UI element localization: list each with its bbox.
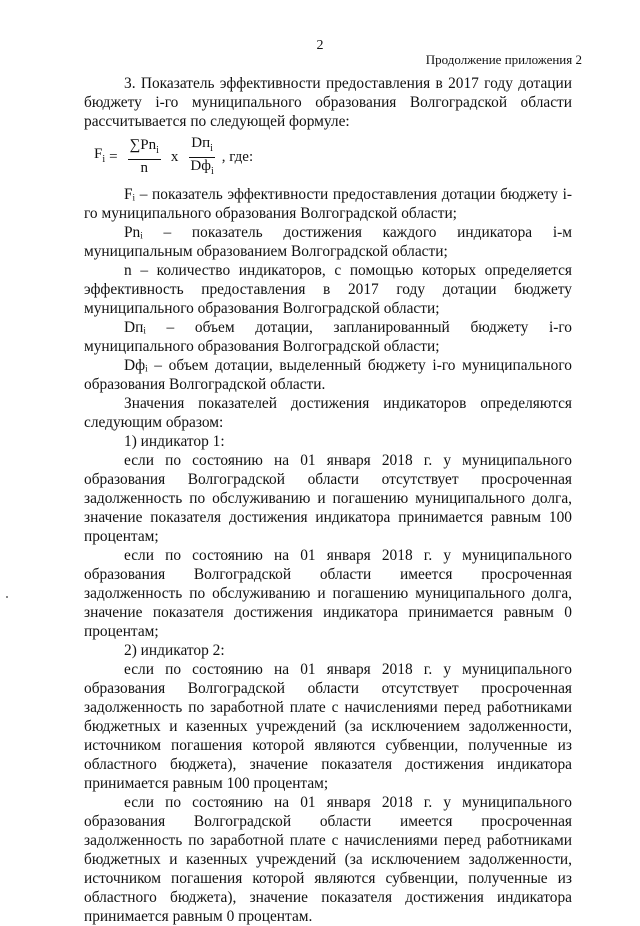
indicator-2-title: 2) индикатор 2: [124,642,225,659]
indicator-1-title: 1) индикатор 1: [124,433,225,450]
definition-n: n – количество индикаторов, с помощью которых определяется эффективность предоставления в 2017 году дотации бюджету муниципального образования Волгоградской области; [84,262,572,317]
indicator-1-case-present: если по состоянию на 01 января 2018 г. у муниципального образования Волгоградской области имеется просроченная задолженность по обслуживанию и погашению муниципального долга, значение показателя достижения индикатора принимается равным 0 процентам; [84,547,572,640]
formula-equals: = [109,148,118,165]
formula-times: x [170,148,179,165]
indicator-2-case-present: если по состоянию на 01 января 2018 г. у муниципального образования Волгоградской области имеется просроченная задолженность по заработной плате с начислениями перед работниками бюджетных и казенных учреждений (за исключением задолженности, источником погашения которой являются субвенции, полученные из областного бюджета), значение показателя достижения индикатора принимается равным 0 процентам. [84,794,572,925]
values-intro: Значения показателей достижения индикаторов определяются следующим образом: [84,395,572,431]
formula-suffix: , где: [221,148,254,165]
indicator-1-case-absent: если по состоянию на 01 января 2018 г. у муниципального образования Волгоградской области отсутствует просроченная задолженность по обслуживанию и погашению муниципального долга, значение показателя достижения индикатора принимается равным 100 процентам; [84,452,572,545]
formula-lhs: $F_i$ [94,146,106,165]
definition-dp: Dпᵢ – объем дотации, запланированный бюджету i-го муниципального образования Волгоградской области; [84,319,572,355]
scan-mark [6,596,8,598]
efficiency-formula [94,134,572,177]
continuation-note: Продолжение приложения 2 [425,52,582,67]
formula-fraction-dotation: $\frac{Dп_i}{Dф_i}$ [190,134,214,177]
definition-pn: Pnᵢ – показатель достижения каждого индикатора i-м муниципальным образованием Волгоградской области; [84,224,572,260]
definition-f: Fᵢ – показатель эффективности предоставления дотации бюджету i-го муниципального образования Волгоградской области; [84,186,572,222]
indicator-2-case-absent: если по состоянию на 01 января 2018 г. у муниципального образования Волгоградской области отсутствует просроченная задолженность по заработной плате с начислениями перед работниками бюджетных и казенных учреждений (за исключением задолженности, источником погашения которой являются субвенции, полученные из областного бюджета), значение показателя достижения индикатора принимается равным 100 процентам; [84,661,572,792]
page-number: 2 [316,38,324,53]
document-body [84,74,572,926]
formula-fraction-pn: $\frac{\sum Pn_i}{n}$ [129,137,159,176]
definition-df: Dфᵢ – объем дотации, выделенный бюджету i-го муниципального образования Волгоградской области. [84,357,572,393]
intro-paragraph: 3. Показатель эффективности предоставления в 2017 году дотации бюджету i-го муниципального образования Волгоградской области рассчитывается по следующей формуле: [84,75,572,130]
